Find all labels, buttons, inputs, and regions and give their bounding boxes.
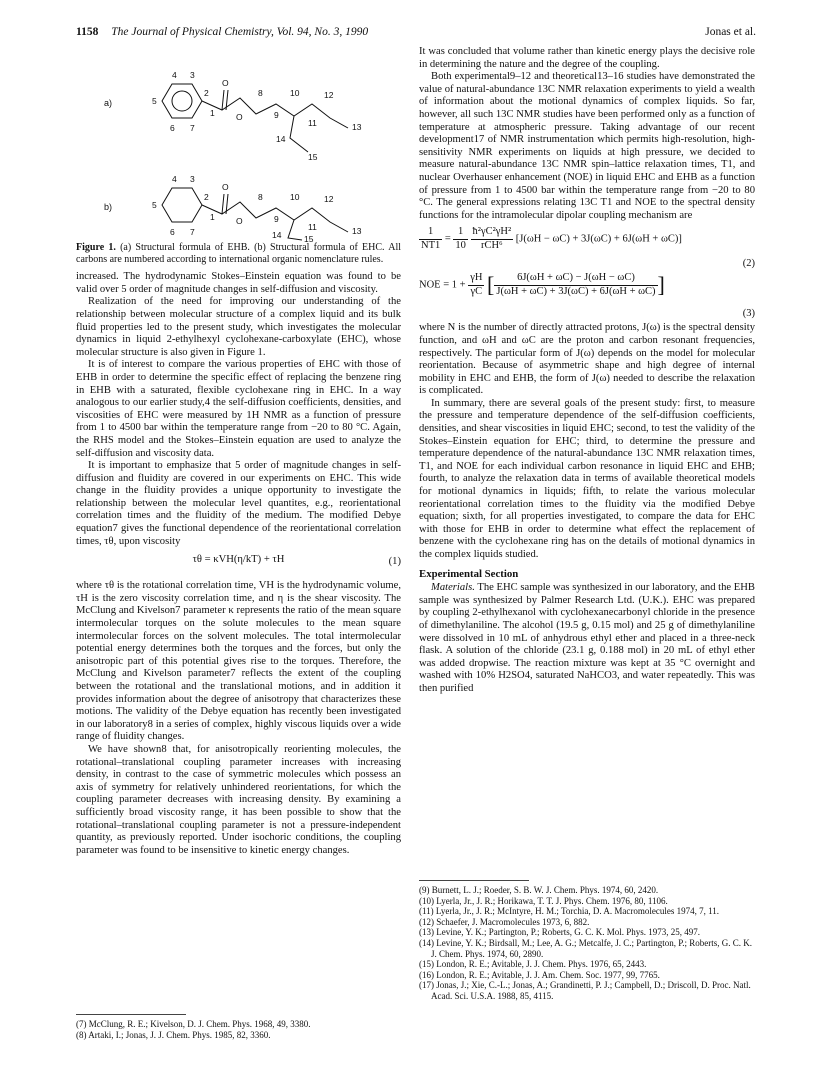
svg-text:1: 1 bbox=[210, 212, 215, 222]
paragraph: Materials. The EHC sample was synthesized in our laboratory, and the EHB sample was synthesized by Palmer Research Ltd. (U.K.). EHC was prepared by coupling 2-ethylhexanol with cyclohexanecarbonyl chloride in the presence of dimethylaniline. The alcohol (19.5 g, 0.15 mol) and 25 g of dimethylaniline were dissolved in 10 mL of anhydrous ethyl ether and placed in a three-neck flask. A solution of the chloride (23.1 g, 0.188 mol) in 20 mL of ethyl ether was added dropwise. The reaction mixture was kept at 35 °C overnight and washed with 10% H2SO4, saturated NaHCO3, and water repeatedly. This was then purified bbox=[419, 582, 755, 694]
left-column bbox=[76, 46, 401, 857]
svg-text:10: 10 bbox=[290, 88, 300, 98]
svg-text:12: 12 bbox=[324, 194, 334, 204]
svg-text:14: 14 bbox=[276, 134, 286, 144]
paragraph: In summary, there are several goals of the present study: first, to measure the pressure and temperature dependence of the self-diffusion coefficients, densities, and shear viscosities in liquid EHC; second, to test the validity of the Stokes–Einstein equation for EHC; third, to determine the pressure and temperature dependence of the natural-abundance 13C NMR relaxation times, T1, and NOE for each individual carbon resonance in liquid EHC and EHB; fourth, to analyze the relaxation data in terms of available theoretical models for motional dynamics in liquids; fifth, to relate the various molecular reorientational correlation times to the fluidity via the modified Debye equation; sixth, for all properties investigated, to compare the data for EHC with those for EHB in order to determine what effect the replacement of benzene with the cyclohexane ring has on the details of motional dynamics in the complex liquids studied. bbox=[419, 397, 755, 560]
equation-1 bbox=[76, 554, 401, 574]
svg-text:15: 15 bbox=[304, 234, 314, 242]
panel-a-label: a) bbox=[104, 98, 113, 108]
svg-text:9: 9 bbox=[274, 110, 279, 120]
footnote: (13) Levine, Y. K.; Partington, P.; Roberts, G. C. K. Mol. Phys. 1973, 25, 497. bbox=[419, 927, 701, 938]
svg-text:13: 13 bbox=[352, 122, 362, 132]
svg-text:O: O bbox=[236, 112, 243, 122]
svg-text:11: 11 bbox=[308, 118, 317, 128]
structural-formulas bbox=[76, 46, 401, 242]
svg-text:2: 2 bbox=[204, 192, 209, 202]
footnote: (10) Lyerla, Jr., J. R.; Horikawa, T. T. J. Phys. Chem. 1976, 80, 1106. bbox=[419, 895, 668, 906]
svg-text:3: 3 bbox=[190, 70, 195, 80]
figure-caption: Figure 1. (a) Structural formula of EHB. (b) Structural formula of EHC. All carbons are numbered according to international organic nomenclature rules. bbox=[76, 242, 401, 265]
journal-title: The Journal of Physical Chemistry, Vol. 94, No. 3, 1990 bbox=[111, 26, 369, 38]
paragraph: Realization of the need for improving our understanding of the relationship between molecular structure of a complex liquid and its bulk fluid properties led to the present study, which investigates the molecular dynamics in liquid 2-ethylhexyl cyclohexane-carboxylate (EHC), whose molecular structure is also given in Figure 1. bbox=[76, 296, 401, 358]
paragraph: where τθ is the rotational correlation time, VH is the hydrodynamic volume, τH is the zero viscosity correlation time, and η is the shear viscosity. The McClung and Kivelson7 parameter κ represents the ratio of the mean square intermolecular torques on the solute molecules to the mean square intermolecular forces on the solvent molecules. The total intermolecular potential energy determines both the torques and the forces, but only the anisotropic part of this potential gives rise to the torques. Therefore, the McClung and Kivelson parameter7 reflects the extent of the coupling between the rotational and the translational motions, and in addition it provides information about the degree of anisotropy that characterizes these motions. The validity of the Debye equation has recently been investigated in our laboratory8 in a series of complex, highly viscous liquids over a wide range of fluidity changes. bbox=[76, 580, 401, 743]
svg-text:8: 8 bbox=[258, 192, 263, 202]
page-number: 1158 bbox=[76, 26, 99, 38]
paragraph: where N is the number of directly attracted protons, J(ω) is the spectral density function, and ωH and ωC are the proton and carbon resonant frequencies, respectively. The particular form of J(ω) depends on the model for molecular reorientation. Because of asymmetric shape and high degree of internal mobility in EHC and EHB, the form of J(ω) needed to describe the relaxation is complicated. bbox=[419, 322, 755, 397]
footnote: (7) McClung, R. E.; Kivelson, D. J. Chem. Phys. 1968, 49, 3380. bbox=[76, 1019, 311, 1029]
equation-number: (3) bbox=[742, 307, 755, 319]
svg-text:O: O bbox=[236, 216, 243, 226]
svg-text:6: 6 bbox=[170, 227, 175, 237]
svg-text:11: 11 bbox=[308, 222, 317, 232]
paragraph: It was concluded that volume rather than kinetic energy plays the decisive role in determining the nature and the degree of the coupling. bbox=[419, 46, 755, 70]
footnote: (14) Levine, Y. K.; Birdsall, M.; Lee, A. G.; Metcalfe, J. C.; Partington, P.; Roberts, G. C. K. J. Chem. Phys. 1974, 60, 2890. bbox=[419, 937, 752, 959]
ethyl-branch-a bbox=[290, 116, 308, 152]
equation-3: NOE = 1 + $\frac{\gamma H}{\gamma C}$ [ $\frac{6J(\omega H + \omega C) - J(\omega H - \omega C)}{J(\omega H + \omega C) + 3J(\omega C) + 6J(\omega H + \omega C)}$ ] (3) bbox=[419, 272, 755, 319]
footnote: (12) Schaefer, J. Macromolecules 1973, 6, 882. bbox=[419, 916, 590, 927]
equation-number: (1) bbox=[388, 556, 401, 568]
footnote: (9) Burnett, L. J.; Roeder, S. B. W. J. Chem. Phys. 1974, 60, 2420. bbox=[419, 885, 659, 895]
svg-text:2: 2 bbox=[204, 88, 209, 98]
footnote: (17) Jonas, J.; Xie, C.-L.; Jonas, A.; Grandinetti, P. J.; Campbell, D.; Driscoll, D. Proc. Natl. Acad. Sci. U.S.A. 1988, 85, 4115. bbox=[419, 980, 751, 1001]
footnote: (15) London, R. E.; Avitable, J. J. Chem. Phys. 1976, 65, 2443. bbox=[419, 959, 647, 970]
right-column bbox=[419, 46, 755, 696]
panel-b-label: b) bbox=[104, 202, 113, 212]
svg-text:4: 4 bbox=[172, 174, 177, 184]
paragraph: We have shown8 that, for anisotropically reorienting molecules, the rotational–translational coupling parameter increases with increasing density, in contrast to the case of symmetric molecules which possess an axis of symmetry for relatively unhindered reorientations, for which the coupling parameter decreases with increasing density. By examining a sufficiently broad viscosity range, it has been possible to show that the rotational–translational coupling parameter is not a pressure-independent quantity, as previously reported. Under isochoric conditions, the coupling parameter was found to be insensitive to kinetic energy changes. bbox=[76, 743, 401, 856]
benzene-ring bbox=[162, 84, 202, 118]
svg-text:9: 9 bbox=[274, 214, 279, 224]
svg-text:6: 6 bbox=[170, 123, 175, 133]
svg-text:3: 3 bbox=[190, 174, 195, 184]
svg-text:8: 8 bbox=[258, 88, 263, 98]
svg-text:O: O bbox=[222, 78, 229, 88]
svg-text:5: 5 bbox=[152, 200, 157, 210]
paragraph: increased. The hydrodynamic Stokes–Einstein equation was found to be valid over 5 order of magnitude changes in self-diffusion and viscosity. bbox=[76, 271, 401, 295]
cyclohexane-ring bbox=[162, 188, 202, 222]
footnotes-left bbox=[76, 1014, 401, 1041]
footnote-rule bbox=[76, 1014, 186, 1015]
running-authors: Jonas et al. bbox=[705, 26, 756, 38]
paragraph: It is of interest to compare the various properties of EHC with those of EHB in order to determine the specific effect of replacing the benzene ring in EHB with a saturated, flexible cyclohexane ring in EHC. In a way analogous to our earlier study,4 the self-diffusion coefficients, densities, and viscosities of EHC were measured by 1H NMR as a function of pressure from 1 to 4500 bar within the temperature range from −20 to 80 °C. Again, the RHS model and the Stokes–Einstein equation are used to analyze the self-diffusion and viscosity data. bbox=[76, 359, 401, 459]
equation-number: (2) bbox=[742, 257, 755, 269]
svg-text:O: O bbox=[222, 182, 229, 192]
footnote: (8) Artaki, I.; Jonas, J. J. Chem. Phys. 1985, 82, 3360. bbox=[76, 1030, 271, 1040]
running-header bbox=[76, 26, 756, 44]
footnote: (16) London, R. E.; Avitable, J. J. Am. Chem. Soc. 1977, 99, 7765. bbox=[419, 969, 660, 980]
section-title: Experimental Section bbox=[419, 567, 519, 580]
svg-text:10: 10 bbox=[290, 192, 300, 202]
equation-1-body: τθ = κVH(η/kT) + τH bbox=[192, 554, 285, 566]
footnote-rule bbox=[419, 880, 529, 881]
equation-2: $\frac{1}{NT1}$ = $\frac{1}{10}$ $\frac{\text{ħ²γC²γH²}}{\text{rCH⁶}}$ [J(ωH − ωC) + 3J(ωC) + 6J(ωH + ωC)] (2) bbox=[421, 226, 755, 269]
svg-text:7: 7 bbox=[190, 227, 195, 237]
svg-text:1: 1 bbox=[210, 108, 215, 118]
svg-text:7: 7 bbox=[190, 123, 195, 133]
ethyl-branch-b bbox=[288, 220, 302, 240]
paragraph: Both experimental9–12 and theoretical13–16 studies have demonstrated the value of natural-abundance 13C NMR relaxation experiments to yield a wealth of information about the motional dynamics of complex liquids. So far, however, all such 13C NMR studies have been performed only as a function of temperature at atmospheric pressure. Taking advantage of our recent development17 of NMR instrumentation which permits high-resolution, high-sensitivity NMR experiments on liquids at high pressure, we decided to measure natural-abundance 13C NMR spin–lattice relaxation times, T1, and nuclear Overhauser enhancement (NOE) in liquid EHC and EHB as a function of pressure from 1 to 4500 bar within the temperature range from −20 to 80 °C. The general expressions relating 13C T1 and NOE to the spectral density functions for the intramolecular dipolar coupling mechanism are bbox=[419, 71, 755, 221]
footnotes-right bbox=[419, 880, 755, 1002]
paragraph: It is important to emphasize that 5 order of magnitude changes in self-diffusion and fluidity are covered in our experiments on EHC. This wide change in the fluidity provides a unique opportunity to investigate the relationship between the molecular level quantites, e.g., reorientational correlation times and the fluidity of the medium. The modified Debye equation7 gives the functional dependence of the reorientational correlation times, τθ, upon viscosity bbox=[76, 460, 401, 547]
svg-text:14: 14 bbox=[272, 230, 282, 240]
svg-text:5: 5 bbox=[152, 96, 157, 106]
svg-text:12: 12 bbox=[324, 90, 334, 100]
svg-text:4: 4 bbox=[172, 70, 177, 80]
figure-1 bbox=[76, 46, 401, 242]
svg-text:13: 13 bbox=[352, 226, 362, 236]
svg-text:15: 15 bbox=[308, 152, 318, 162]
aromatic-circle bbox=[172, 91, 192, 111]
footnote: (11) Lyerla, Jr., J. R.; McIntyre, H. M.; Torchia, D. A. Macromolecules 1974, 7, 11. bbox=[419, 906, 719, 917]
